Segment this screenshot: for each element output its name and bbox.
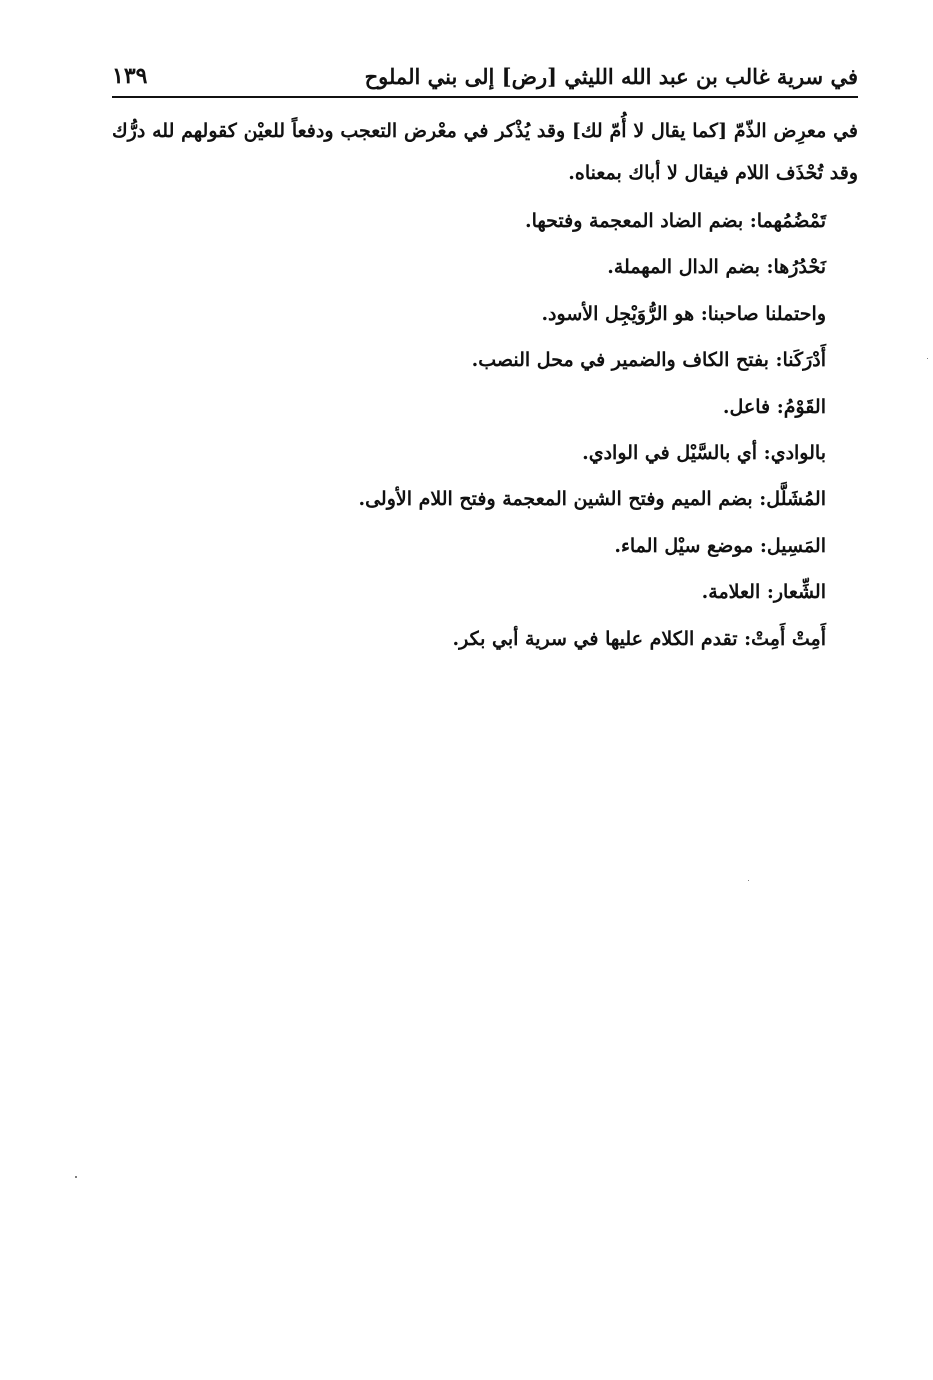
scan-speck bbox=[927, 358, 928, 359]
gloss-item: القَوْمُ: فاعل. bbox=[722, 395, 826, 418]
gloss-list bbox=[112, 198, 858, 662]
page-body bbox=[112, 110, 858, 662]
page-header bbox=[112, 56, 858, 96]
gloss-item: المُشَلَّل: بضم الميم وفتح الشين المعجمة وفتح اللام الأولى. bbox=[358, 488, 826, 511]
gloss-item: نَحْدُرُها: بضم الدال المهملة. bbox=[607, 256, 826, 279]
gloss-item: بالوادي: أي بالسَّيْل في الوادي. bbox=[582, 442, 826, 465]
gloss-item: تَمْضُمُهما: بضم الضاد المعجمة وفتحها. bbox=[524, 210, 826, 232]
intro-paragraph: في معرِض الذّمّ [كما يقال لا أُمّ لك] وقد يُذْكر في معْرض التعجب ودفعاً للعيْن كقولهم لله درُّك وقد تُحْذَف اللام فيقال لا أباك بمعناه. bbox=[112, 120, 858, 184]
page-number: ١٣٩ bbox=[112, 63, 148, 89]
gloss-item: واحتملنا صاحبنا: هو الرُّوَيْجِل الأسود. bbox=[541, 302, 826, 325]
gloss-item: المَسِيل: موضع سيْل الماء. bbox=[614, 534, 826, 557]
gloss-item: الشِّعار: العلامة. bbox=[701, 581, 826, 604]
scan-speck bbox=[75, 1176, 77, 1178]
running-title: في سرية غالب بن عبد الله الليثي [رض] إلى بني الملوح bbox=[364, 63, 858, 89]
header-rule bbox=[112, 96, 858, 98]
gloss-item: أَدْرَكَنا: بفتح الكاف والضمير في محل النصب. bbox=[471, 349, 826, 372]
scan-speck bbox=[748, 880, 749, 881]
gloss-item: أَمِتْ أَمِتْ: تقدم الكلام عليها في سرية أبي بكر. bbox=[452, 627, 826, 650]
